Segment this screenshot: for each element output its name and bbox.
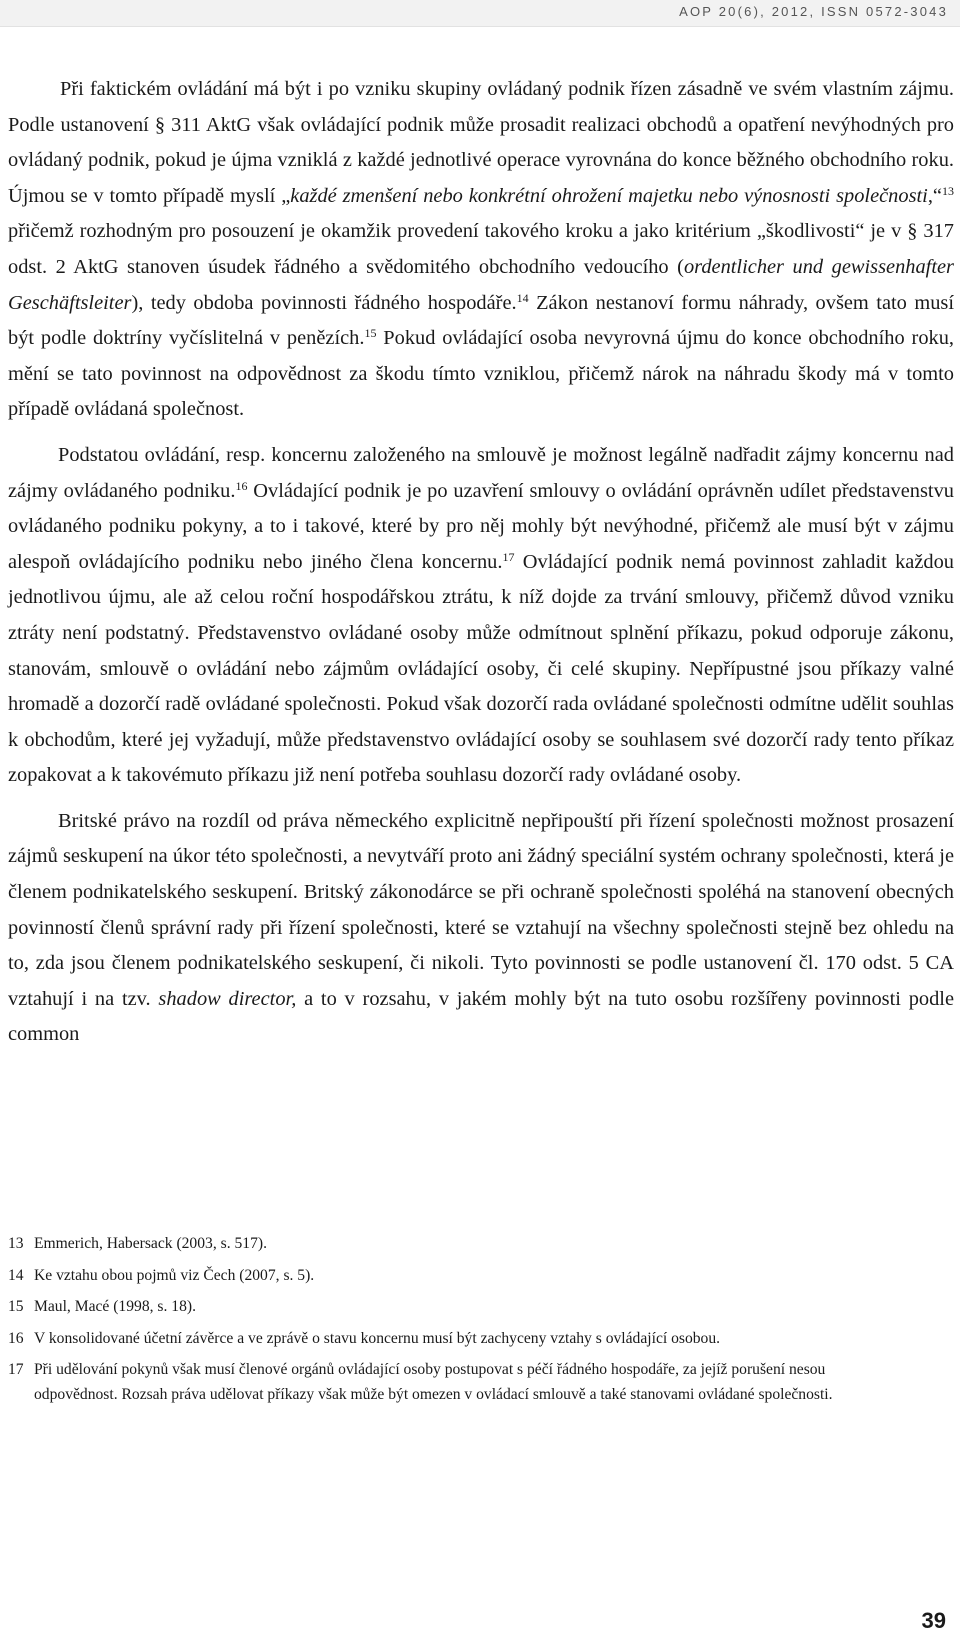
footnote-17 [8,1358,898,1407]
footnote-text: Maul, Macé (1998, s. 18). [34,1298,196,1315]
footnote-number: 15 [8,1298,24,1315]
paragraph-3: Britské právo na rozdíl od práva německého explicitně nepřipouští při řízení společnosti možnost prosazení zájmů seskupení na úkor této společnosti, a nevytváří proto ani žádný speciální systém ochrany společnosti, která je členem podnikatelského seskupení. Britský zákonodárce se při ochraně společnosti spoléhá na stanovení obecných povinností členů správní rady při řízení společnosti, které se vztahují na všechny společnosti stejně bez ohledu na to, zda jsou členem podnikatelského seskupení, či nikoli. Tyto povinnosti se podle ustanovení čl. 170 odst. 5 CA vztahují i na tzv. shadow director, a to v rozsahu, v jakém mohly být na tuto osobu rozšířeny povinnosti podle common [8,809,955,1046]
footnote-ref-17[interactable]: 17 [502,549,515,564]
paragraph-2: Podstatou ovládání, resp. koncernu založeného na smlouvě je možnost legálně nadřadit zájmy koncernu nad zájmy ovládaného podniku.$^{16}$ Ovládající podnik je po uzavření smlouvy o ovládání oprávněn udílet představenstvu ovládaného podniku pokyny, a to i takové, které by pro něj mohly být nevýhodné, přičemž ale musí být v zájmu alespoň ovládajícího podniku nebo jiného člena koncernu.$^{17}$ Ovládající podnik nemá povinnost zahladit každou jednotlivou újmu, ale až celou roční hospodářskou ztrátu, k níž dojde za trvání smlouvy, přičemž důvod vzniku ztráty není podstatný. Představenstvo ovládané osoby může odmítnout splnění příkazu, pokud odporuje zákonu, stanovám, smlouvě o ovládání nebo zájmům ovládající osoby, či celé skupiny. Nepřípustné jsou příkazy valné hromadě a dozorčí radě ovládané společnosti. Pokud však dozorčí rada ovládané společnosti odmítne udělit souhlas k obchodům, které jej vyžadují, může představenstvo ovládající osoby se souhlasem své dozorčí rady tento příkaz zopakovat a k takovémuto příkazu již není potřeba souhlasu dozorčí rady ovládané osoby. [8,443,954,787]
running-header [0,0,960,27]
footnote-ref-16[interactable]: 16 [235,478,248,493]
footnote-ref-15[interactable]: 15 [364,326,377,341]
footnote-text: Ke vztahu obou pojmů viz Čech (2007, s. 5). [34,1266,315,1284]
footnote-15 [8,1295,898,1320]
footnote-13 [8,1232,898,1257]
footnote-16 [8,1327,898,1352]
paragraph-1: Při faktickém ovládání má být i po vzniku skupiny ovládaný podnik řízen zásadně ve svém vlastním zájmu. Podle ustanovení § 311 AktG však ovládající podnik může prosadit realizaci obchodů a opatření nevýhodných pro ovládaný podnik, pokud je újma vzniklá z každé jednotlivé operace vyrovnána do konce běžného obchodního roku. Újmou se v tomto případě myslí „každé zmenšení nebo konkrétní ohrožení majetku nebo výnosnosti společnosti,“$^{13}$ přičemž rozhodným pro posouzení je okamžik provedení takového kroku a jako kritérium „škodlivosti“ je v § 317 odst. 2 AktG stanoven úsudek řádného a svědomitého obchodního vedoucího (ordentlicher und gewissenhafter Geschäftsleiter), tedy obdoba povinnosti řádného hospodáře.$^{14}$ Zákon nestanoví formu náhrady, ovšem tato musí být podle doktríny vyčíslitelná v penězích.$^{15}$ Pokud ovládající osoba nevyrovná újmu do konce obchodního roku, mění se tato povinnost na odpovědnost za škodu tímto vzniklou, přičemž nárok na náhradu škody má v tomto případě ovládaná společnost. [8,78,955,421]
footnote-number: 17 [8,1361,24,1378]
footnote-text: Emmerich, Habersack (2003, s. 517). [34,1235,267,1252]
main-text [8,72,954,1063]
footnote-ref-14[interactable]: 14 [516,290,529,305]
journal-citation: AOP 20(6), 2012, ISSN 0572-3043 [679,4,948,19]
footnote-number: 16 [8,1329,24,1347]
footnote-text: Při udělování pokynů však musí členové orgánů ovládající osoby postupovat s péčí řádného hospodáře, za jejíž porušení nesou odpovědnost. Rozsah práva udělovat příkazy však může být omezen v ovládací smlouvě a také stanovami ovládané společnosti. [34,1361,833,1403]
footnotes [8,1232,898,1414]
footnote-14 [8,1264,898,1289]
page-number: 39 [921,1608,946,1633]
footnote-text: V konsolidované účetní závěrce a ve zprávě o stavu koncernu musí být zachyceny vztahy s ovládající osobou. [34,1329,721,1347]
footnote-number: 13 [8,1235,24,1252]
footnote-ref-13[interactable]: 13 [941,183,954,198]
footnote-number: 14 [8,1266,24,1284]
